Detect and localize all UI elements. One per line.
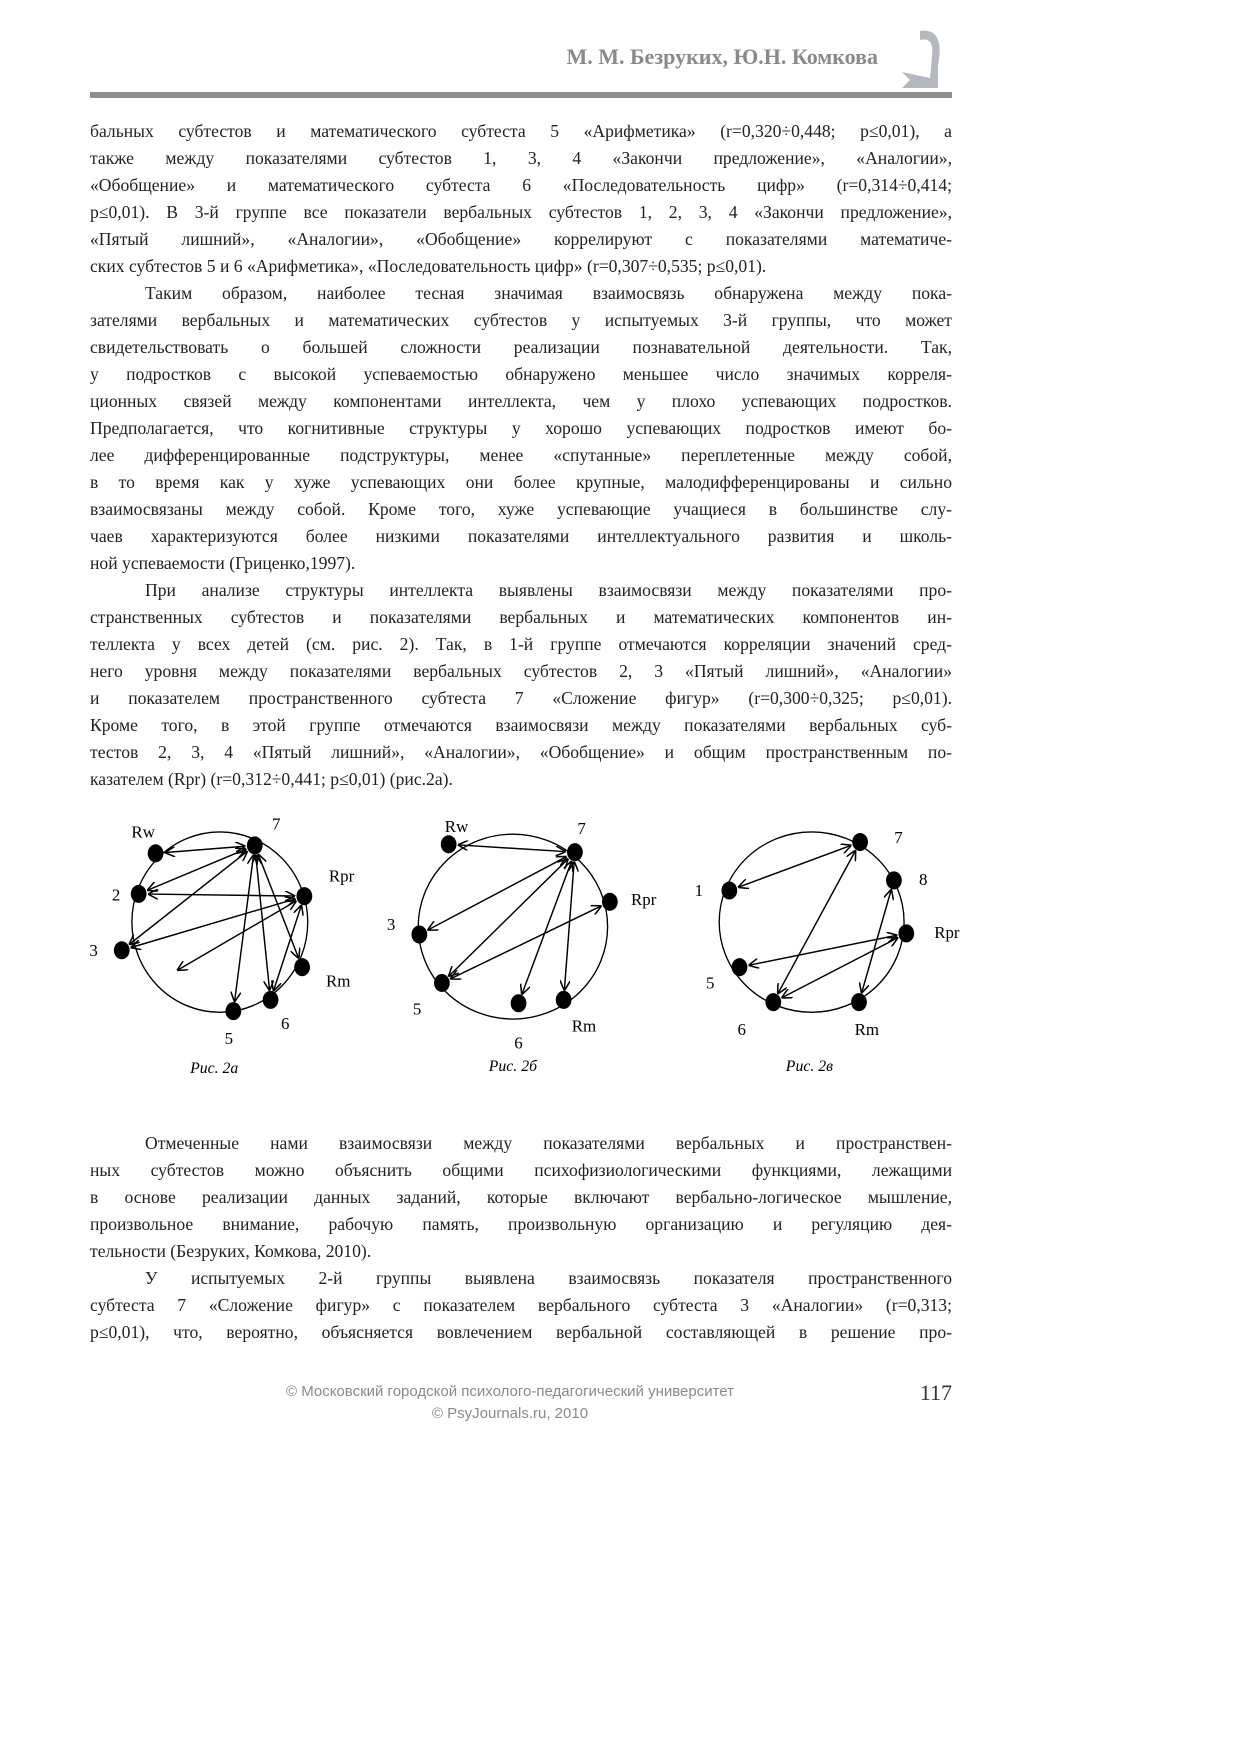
node-label: 3 xyxy=(386,914,396,934)
node-label: Rm xyxy=(325,971,351,991)
figure-caption: Рис. 2в xyxy=(785,1057,833,1075)
node-7 xyxy=(852,833,868,851)
node-5 xyxy=(434,974,450,992)
text-line: ских субтестов 5 и 6 «Арифметика», «Последовательность цифр» (r=0,307÷0,535; p≤0,01). xyxy=(90,256,767,276)
node-label: 5 xyxy=(705,973,715,993)
node-Rpr xyxy=(898,924,914,942)
correlation-arrow xyxy=(451,906,601,978)
node-label: 6 xyxy=(514,1033,523,1053)
correlation-arrow xyxy=(522,862,571,994)
text-line: произвольное внимание, рабочую память, произвольную организацию и регуляцию дея- xyxy=(90,1214,952,1234)
node-5 xyxy=(225,1002,241,1020)
correlation-arrow xyxy=(564,862,574,989)
correlation-arrow xyxy=(178,901,296,970)
text-line: также между показателями субтестов 1, 3, 4 «Закончи предложение», «Аналогии», xyxy=(90,148,952,168)
diagram-circle xyxy=(418,834,607,1019)
node-label: Rm xyxy=(571,1016,597,1036)
node-3 xyxy=(411,925,427,943)
text-line: бальных субтестов и математического субтеста 5 «Арифметика» (r=0,320÷0,448; p≤0,01), а xyxy=(90,121,952,141)
node-label: Rw xyxy=(444,816,469,836)
text-line: у подростков с высокой успеваемостью обнаружено меньшее число значимых корреля- xyxy=(90,364,952,384)
text-line: ных субтестов можно объяснить общими психофизиологическими функциями, лежащими xyxy=(90,1160,952,1180)
text-line: в основе реализации данных заданий, которые включают вербально-логическое мышление, xyxy=(90,1187,952,1207)
text-line: в то время как у хуже успевающих они более крупные, малодифференцированы и сильно xyxy=(90,472,952,492)
text-line: Кроме того, в этой группе отмечаются взаимосвязи между показателями вербальных суб- xyxy=(90,715,952,735)
node-6 xyxy=(765,993,781,1011)
text-line: зателями вербальных и математических субтестов у испытуемых 3-й группы, что может xyxy=(90,310,952,330)
node-Rpr xyxy=(602,893,618,911)
node-label: 5 xyxy=(224,1028,234,1048)
text-line: тестов 2, 3, 4 «Пятый лишний», «Аналогии», «Обобщение» и общим пространственным по- xyxy=(90,742,952,762)
correlation-arrow xyxy=(778,851,855,993)
node-label: 1 xyxy=(694,881,704,901)
node-Rw xyxy=(441,835,457,853)
correlation-arrow xyxy=(459,845,565,852)
node-label: 7 xyxy=(577,819,586,839)
node-label: Rw xyxy=(131,822,155,842)
text-line: чаев характеризуются более низкими показателями интеллектуального развития и школь- xyxy=(90,526,952,546)
running-header-authors: М. М. Безруких, Ю.Н. Комкова xyxy=(566,44,878,69)
node-label: 6 xyxy=(737,1019,746,1039)
text-line: лее дифференцированные подструктуры, менее «спутанные» переплетенные между собой, xyxy=(90,445,952,465)
node-2 xyxy=(131,885,147,903)
footer-copyright-university: © Московский городской психолого-педагогический университет xyxy=(285,1383,735,1400)
node-label: Rpr xyxy=(631,890,657,910)
node-label: Rm xyxy=(854,1019,880,1039)
node-3 xyxy=(114,941,130,959)
node-label: Rpr xyxy=(328,866,355,886)
text-line: ционных связей между компонентами интеллекта, чем у плохо успевающих подростков. xyxy=(90,391,952,411)
node-7 xyxy=(567,843,583,861)
correlation-arrow xyxy=(166,846,245,852)
node-label: 5 xyxy=(412,999,422,1019)
text-line: тельности (Безруких, Комкова, 2010). xyxy=(90,1241,372,1261)
page-number: 117 xyxy=(919,1380,952,1405)
diagram-circle xyxy=(719,832,904,1012)
text-line: свидетельствовать о большей сложности реализации познавательной деятельности. Так, xyxy=(90,337,952,357)
node-6 xyxy=(511,994,527,1012)
node-label: 7 xyxy=(894,828,903,848)
node-label: Rpr xyxy=(934,922,960,942)
text-line: взаимосвязаны между собой. Кроме того, хуже успевающие учащиеся в большинстве слу- xyxy=(90,499,952,519)
text-line: «Пятый лишний», «Аналогии», «Обобщение» коррелируют с показателями математиче- xyxy=(90,229,952,249)
node-8 xyxy=(886,871,902,889)
node-Rm xyxy=(294,958,310,976)
node-label: 3 xyxy=(89,940,98,960)
correlation-arrow xyxy=(428,857,566,930)
correlation-arrow xyxy=(274,906,302,990)
figure-caption: Рис. 2б xyxy=(488,1057,538,1075)
correlation-arrow xyxy=(739,846,851,887)
text-line: и показателем пространственного субтеста 7 «Сложение фигур» (r=0,300÷0,325; p≤0,01). xyxy=(90,688,952,708)
footer-copyright-site: © PsyJournals.ru, 2010 xyxy=(431,1405,589,1422)
node-1 xyxy=(721,882,737,900)
text-line: странственных субтестов и показателями вербальных и математических компонентов ин- xyxy=(90,607,952,627)
node-label: 6 xyxy=(280,1014,290,1034)
text-line: Таким образом, наиболее тесная значимая взаимосвязь обнаружена между пока- xyxy=(145,283,952,303)
node-6 xyxy=(263,991,279,1009)
text-line: p≤0,01), что, вероятно, объясняется вовлечением вербальной составляющей в решение про- xyxy=(90,1322,952,1342)
text-line: теллекта у всех детей (см. рис. 2). Так, в 1-й группе отмечаются корреляции значений сред- xyxy=(90,634,952,654)
text-line: Предполагается, что когнитивные структуры у хорошо успевающих подростков имеют бо- xyxy=(90,418,952,438)
text-line: «Обобщение» и математического субтеста 6 «Последовательность цифр» (r=0,314÷0,414; xyxy=(90,175,952,195)
node-5 xyxy=(732,958,748,976)
node-Rw xyxy=(148,844,164,862)
text-line: ной успеваемости (Гриценко,1997). xyxy=(90,553,356,573)
node-label: 2 xyxy=(111,885,121,905)
text-line: него уровня между показателями вербальных субтестов 2, 3 «Пятый лишний», «Аналогии» xyxy=(90,661,952,681)
text-line: Отмеченные нами взаимосвязи между показателями вербальных и пространствен- xyxy=(145,1133,952,1153)
node-Rm xyxy=(851,993,867,1011)
text-line: субтеста 7 «Сложение фигур» с показателем вербального субтеста 3 «Аналогии» (r=0,313; xyxy=(90,1295,952,1315)
node-Rm xyxy=(556,991,572,1009)
text-line: У испытуемых 2-й группы выявлена взаимосвязь показателя пространственного xyxy=(145,1268,952,1288)
figure-caption: Рис. 2а xyxy=(190,1060,239,1078)
node-Rpr xyxy=(296,887,312,905)
correlation-arrow xyxy=(149,894,294,896)
node-label: 7 xyxy=(271,814,281,834)
node-7 xyxy=(247,836,263,854)
text-line: казателем (Rpr) (r=0,312÷0,441; p≤0,01) (рис.2а). xyxy=(90,769,453,789)
text-line: При анализе структуры интеллекта выявлены взаимосвязи между показателями про- xyxy=(145,580,952,600)
text-line: p≤0,01). В 3-й группе все показатели вербальных субтестов 1, 2, 3, 4 «Закончи предложение», xyxy=(90,202,952,222)
node-label: 8 xyxy=(919,869,928,889)
